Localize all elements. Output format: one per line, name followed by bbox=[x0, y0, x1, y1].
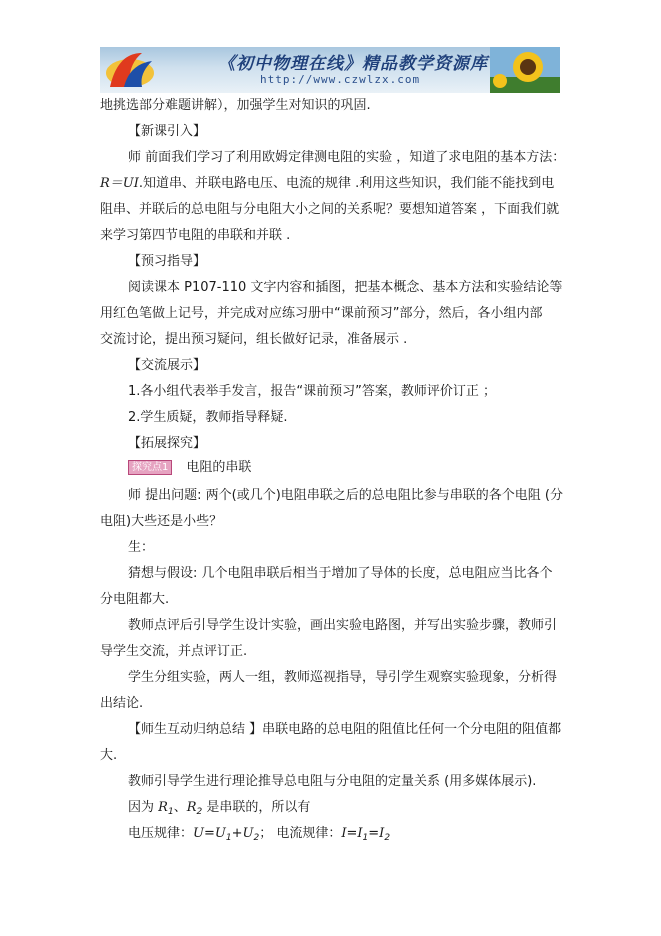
text-fragment: 电压规律： bbox=[128, 826, 194, 841]
subscript: 1 bbox=[225, 833, 232, 843]
text-line: 师 前面我们学习了利用欧姆定律测电阻的实验 ，知道了求电阻的基本方法： bbox=[128, 150, 566, 165]
text-line: 2.学生质疑，教师指导释疑. bbox=[128, 410, 288, 425]
sunflower-icon bbox=[490, 47, 560, 93]
equals: = bbox=[368, 826, 380, 841]
subscript: 2 bbox=[196, 807, 203, 817]
text-line: 电阻)大些还是小些？ bbox=[100, 514, 223, 529]
subscript: 2 bbox=[384, 833, 391, 843]
text-line: 交流讨论，提出预习疑问，组长做好记录，准备展示 . bbox=[100, 332, 408, 347]
text-line: 导学生交流，并点评订正. bbox=[100, 644, 248, 659]
header-banner bbox=[100, 47, 560, 93]
var-i: I bbox=[379, 826, 385, 841]
exploration-heading bbox=[128, 460, 251, 476]
var-u: U bbox=[193, 826, 204, 841]
text-line-with-formula bbox=[100, 176, 554, 192]
exploration-title: 电阻的串联 bbox=[186, 460, 252, 475]
subscript: 2 bbox=[253, 833, 260, 843]
var-i: I bbox=[341, 826, 347, 841]
subscript: 1 bbox=[167, 807, 174, 817]
text-line: 来学习第四节电阻的串联和并联 . bbox=[100, 228, 291, 243]
section-heading: 【新课引入】 bbox=[128, 124, 207, 139]
banner-url: http://www.czwlzx.com bbox=[260, 73, 421, 86]
text-line: 阅读课本 P107-110 文字内容和插图，把基本概念、基本方法和实验结论等 bbox=[128, 280, 563, 295]
site-logo-icon bbox=[102, 47, 158, 93]
text-line: 大. bbox=[100, 748, 118, 763]
text-fragment: 、 bbox=[173, 800, 187, 815]
text-line: 1.各小组代表举手发言，报告“课前预习”答案，教师评价订正 ； bbox=[128, 384, 497, 399]
formula-r-ui: R＝UI bbox=[100, 176, 139, 191]
exploration-tag-badge: 探究点1 bbox=[128, 460, 172, 475]
text-line: 学生分组实验，两人一组，教师巡视指导，导引学生观察实验现象，分析得 bbox=[128, 670, 558, 685]
var-u: U bbox=[214, 826, 226, 841]
text-fragment: 因为 bbox=[128, 800, 155, 815]
text-line: 教师引导学生进行理论推导总电阻与分电阻的定量关系 (用多媒体展示). bbox=[128, 774, 537, 789]
var-i: I bbox=[357, 826, 363, 841]
var-u: U bbox=[242, 826, 254, 841]
plus: + bbox=[231, 826, 243, 841]
text-line: 用红色笔做上记号，并完成对应练习册中“课前预习”部分，然后，各小组内部 bbox=[100, 306, 543, 321]
equals: = bbox=[203, 826, 215, 841]
text-line: 教师点评后引导学生设计实验，画出实验电路图，并写出实验步骤，教师引 bbox=[128, 618, 558, 633]
text-line-with-formula bbox=[128, 826, 390, 846]
text-fragment: ； 电流规律： bbox=[259, 826, 342, 841]
text-line: 地挑选部分难题讲解），加强学生对知识的巩固. bbox=[100, 98, 371, 113]
section-heading: 【交流展示】 bbox=[128, 358, 207, 373]
text-line: 出结论. bbox=[100, 696, 144, 711]
text-line: 猜想与假设: 几个电阻串联后相当于增加了导体的长度，总电阻应当比各个 bbox=[128, 566, 553, 581]
section-heading: 【预习指导】 bbox=[128, 254, 207, 269]
text-line: 阻串、并联后的总电阻与分电阻大小之间的关系呢？要想知道答案 ，下面我们就 bbox=[100, 202, 560, 217]
text-fragment: .知道串、并联电路电压、电流的规律 .利用这些知识，我们能不能找到电 bbox=[138, 176, 555, 191]
section-heading: 【拓展探究】 bbox=[128, 436, 207, 451]
text-line-with-formula bbox=[128, 800, 310, 820]
text-line: 生： bbox=[128, 540, 155, 555]
var-r: R bbox=[158, 800, 168, 815]
banner-title: 《初中物理在线》精品教学资源库 bbox=[218, 54, 488, 74]
text-line: 师 提出问题: 两个(或几个)电阻串联之后的总电阻比参与串联的各个电阻 (分 bbox=[128, 488, 563, 503]
text-line: 分电阻都大. bbox=[100, 592, 170, 607]
equals: = bbox=[346, 826, 358, 841]
text-fragment: 是串联的，所以有 bbox=[206, 800, 311, 815]
subscript: 1 bbox=[362, 833, 369, 843]
text-line: 【师生互动归纳总结 】串联电路的总电阻的阻值比任何一个分电阻的阻值都 bbox=[128, 722, 562, 737]
var-r: R bbox=[186, 800, 197, 815]
